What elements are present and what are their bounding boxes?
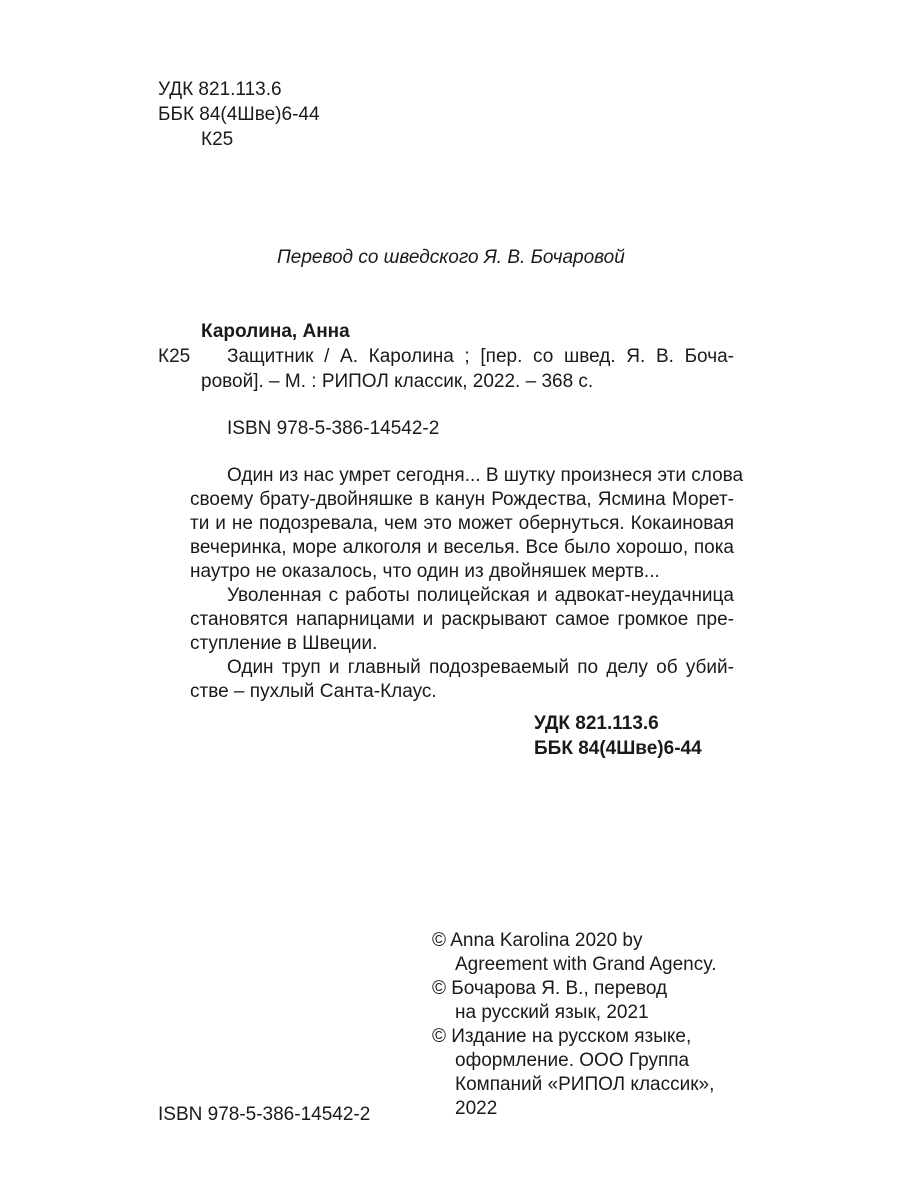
annotation-line: становятся напарницами и раскрывают самое громкое пре- (190, 609, 734, 630)
copyright-line: © Бочарова Я. В., перевод (432, 978, 668, 999)
annotation-line: ти и не подозревала, чем это может обернуться. Кокаиновая (190, 513, 734, 534)
annotation-line: вечеринка, море алкоголя и веселья. Все было хорошо, пока (190, 537, 734, 558)
biblio-line: ровой]. – М. : РИПОЛ классик, 2022. – 368 с. (201, 371, 594, 392)
author-mark-top: К25 (201, 129, 234, 150)
annotation-line: Один из нас умрет сегодня... В шутку произнеся эти слова (227, 465, 744, 486)
udk-code-card: УДК 821.113.6 (534, 713, 659, 734)
annotation-line: наутро не оказалось, что один из двойняшек мертв... (190, 561, 660, 582)
annotation-line: стве – пухлый Санта-Клаус. (190, 681, 437, 702)
bbk-code-card: ББК 84(4Шве)6-44 (534, 738, 702, 759)
biblio-line: Защитник / А. Каролина ; [пер. со швед. Я. В. Боча- (227, 346, 734, 367)
copyright-line: на русский язык, 2021 (455, 1002, 649, 1023)
annotation-line: своему брату-двойняшке в канун Рождества, Ясмина Морет- (190, 489, 734, 510)
bbk-code-top: ББК 84(4Шве)6-44 (158, 104, 320, 125)
copyright-line: © Издание на русском языке, (432, 1026, 692, 1047)
copyright-line: Agreement with Grand Agency. (455, 954, 717, 975)
author-heading: Каролина, Анна (201, 321, 350, 342)
udk-code-top: УДК 821.113.6 (158, 79, 282, 100)
author-mark-card: К25 (158, 346, 191, 367)
annotation-line: ступление в Швеции. (190, 633, 378, 654)
copyright-line: Компаний «РИПОЛ классик», (455, 1074, 715, 1095)
annotation-line: Один труп и главный подозреваемый по делу об убий- (227, 657, 734, 678)
annotation-line: Уволенная с работы полицейская и адвокат-неудачница (227, 585, 734, 606)
isbn-card: ISBN 978-5-386-14542-2 (227, 418, 440, 439)
copyright-line: оформление. ООО Группа (455, 1050, 690, 1071)
isbn-bottom: ISBN 978-5-386-14542-2 (158, 1104, 371, 1125)
translation-note: Перевод со шведского Я. В. Бочаровой (277, 247, 625, 268)
copyright-line: © Anna Karolina 2020 by (432, 930, 643, 951)
copyright-line: 2022 (455, 1098, 498, 1119)
